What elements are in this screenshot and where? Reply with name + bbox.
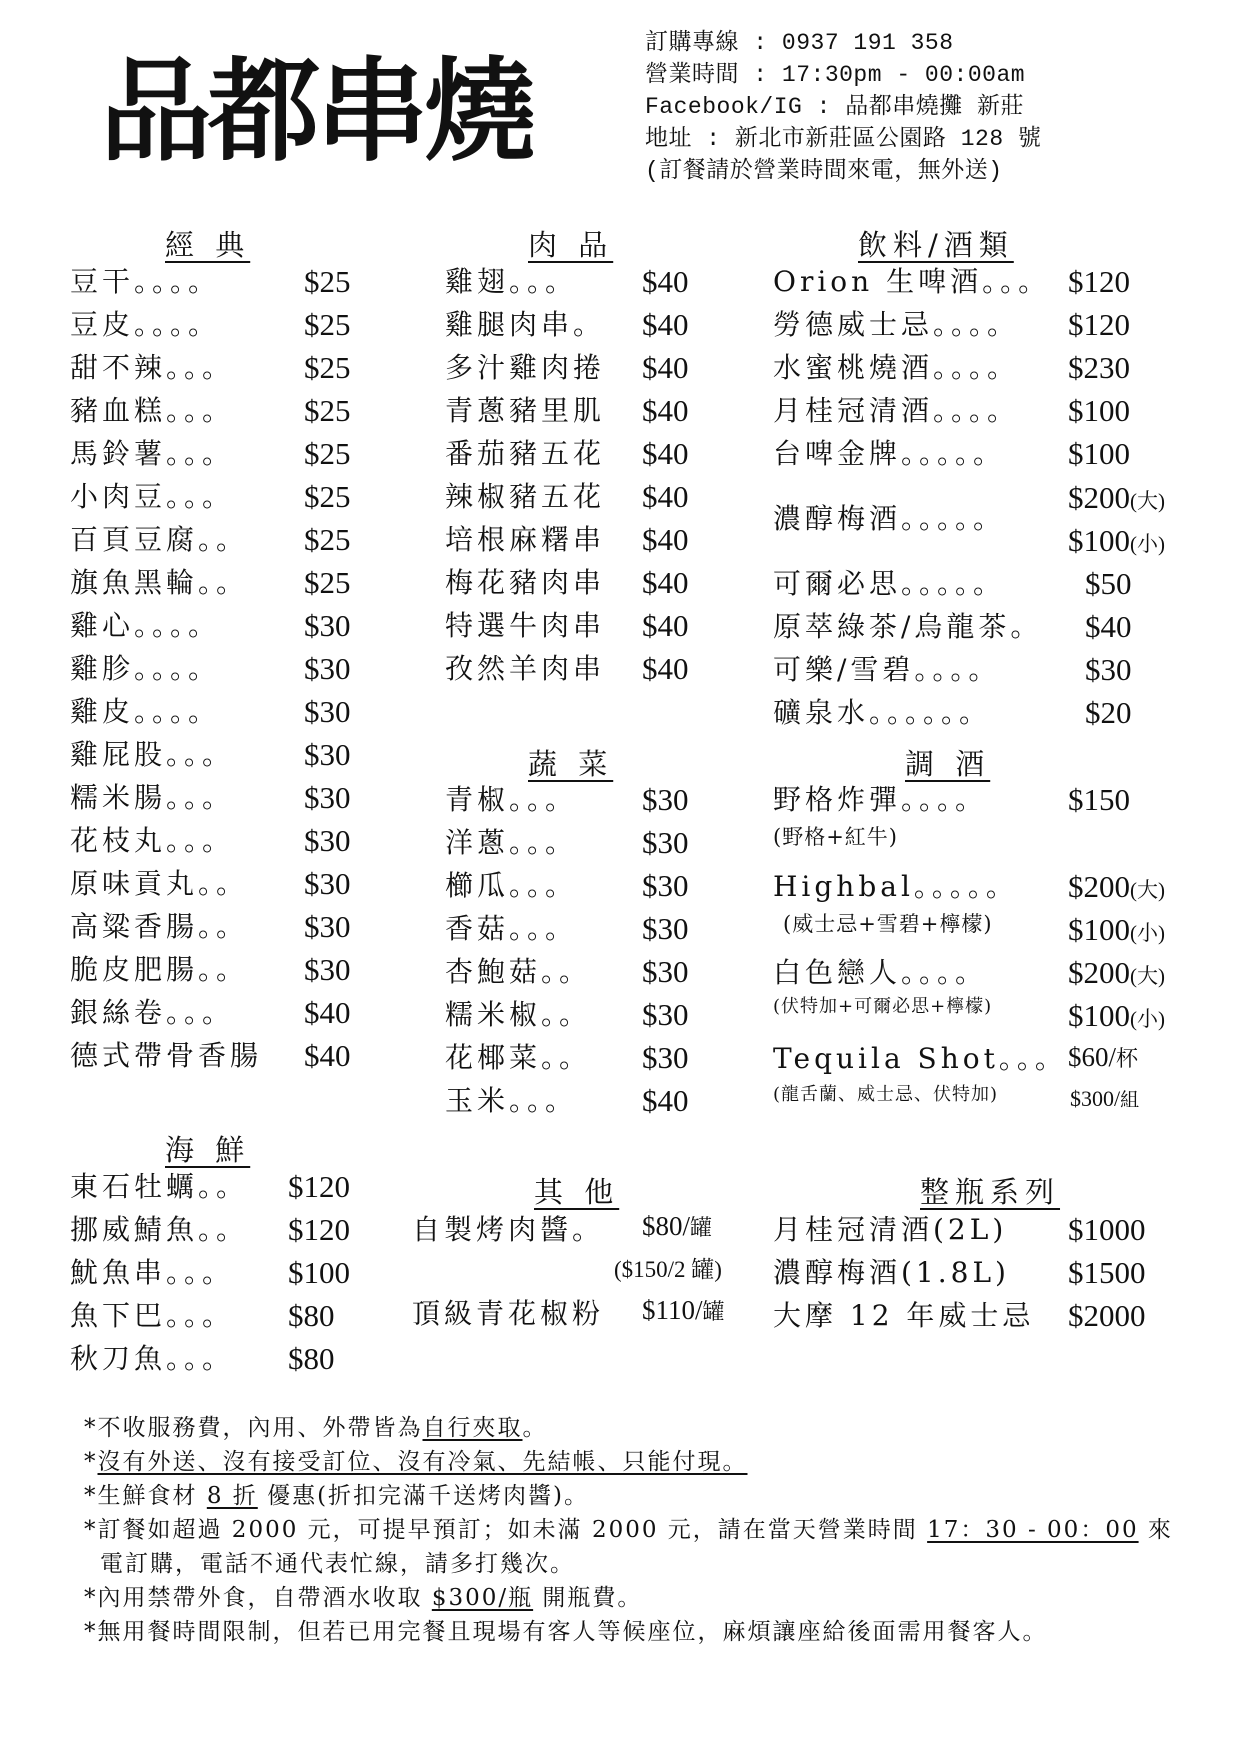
- section-classic: 經 典: [165, 228, 251, 262]
- section-seafood: 海 鮮: [165, 1133, 251, 1167]
- drinks2-item-price: $40: [1085, 609, 1132, 644]
- drinks2-item-name: 原萃綠茶/烏龍茶。: [773, 610, 1043, 643]
- drinks-item-name: 台啤金牌。。。。。: [773, 437, 1006, 470]
- veg-item-name: 玉米。。。: [445, 1084, 578, 1117]
- business-hours: 營業時間 : 17:30pm - 00:00am: [645, 62, 1026, 88]
- classic-item-name: 雞胗。。。。: [70, 652, 221, 685]
- classic-item-name: 德式帶骨香腸: [70, 1039, 263, 1072]
- drinks-item-price: $100: [1068, 436, 1130, 471]
- meat-item-name: 特選牛肉串: [445, 609, 606, 642]
- seafood-item-name: 秋刀魚。。。: [70, 1342, 235, 1375]
- classic-item-price: $30: [304, 952, 351, 987]
- classic-item-name: 花枝丸。。。: [70, 824, 235, 857]
- veg-item-name: 洋蔥。。。: [445, 826, 578, 859]
- section-meat: 肉 品: [528, 228, 614, 262]
- classic-item-price: $30: [304, 780, 351, 815]
- classic-item-name: 原味貢丸。。: [70, 867, 249, 900]
- section-veg: 蔬 菜: [528, 747, 614, 781]
- classic-item-price: $25: [304, 307, 351, 342]
- cocktail-jager-desc: (野格+紅牛): [773, 825, 898, 849]
- seafood-item-name: 東石牡蠣。。: [70, 1170, 249, 1203]
- note-service-fee: *不收服務費，內用、外帶皆為自行夾取。: [84, 1415, 548, 1441]
- classic-item-price: $25: [304, 565, 351, 600]
- drinks2-item-price: $30: [1085, 652, 1132, 687]
- veg-item-name: 青椒。。。: [445, 783, 578, 816]
- meat-item-name: 雞腿肉串。: [445, 308, 606, 341]
- veg-item-price: $30: [642, 1040, 689, 1075]
- classic-item-price: $25: [304, 264, 351, 299]
- drinks2-item-name: 可爾必思。。。。。: [773, 567, 1006, 600]
- classic-item-price: $25: [304, 350, 351, 385]
- meat-item-price: $40: [642, 608, 689, 643]
- classic-item-name: 脆皮肥腸。。: [70, 953, 249, 986]
- drinks-item-name: 水蜜桃燒酒。。。。: [773, 351, 1020, 384]
- other-sauce-price: $80/罐: [642, 1211, 713, 1241]
- cocktail-white-desc: (伏特加+可爾必思+檸檬): [773, 996, 993, 1017]
- meat-item-price: $40: [642, 436, 689, 471]
- veg-item-price: $30: [642, 868, 689, 903]
- cocktail-highball-price-small: $100(小): [1068, 912, 1165, 947]
- drinks2-item-name: 可樂/雪碧。。。。: [773, 653, 1001, 686]
- cocktail-jager-price: $150: [1068, 782, 1130, 817]
- drinks2-item-price: $50: [1085, 566, 1132, 601]
- note-discount: *生鮮食材 8 折 優惠(折扣完滿千送烤肉醬)。: [84, 1483, 590, 1509]
- note-time-limit: *無用餐時間限制，但若已用完餐且現場有客人等候座位，麻煩讓座給後面需用餐客人。: [84, 1619, 1048, 1645]
- seafood-item-price: $80: [288, 1341, 335, 1376]
- drinks-item-price: $120: [1068, 307, 1130, 342]
- classic-item-price: $30: [304, 909, 351, 944]
- drinks-item-price: $230: [1068, 350, 1130, 385]
- order-hotline: 訂購專線 : 0937 191 358: [645, 30, 954, 56]
- classic-item-price: $30: [304, 651, 351, 686]
- classic-item-price: $30: [304, 694, 351, 729]
- seafood-item-price: $80: [288, 1298, 335, 1333]
- classic-item-price: $25: [304, 436, 351, 471]
- classic-item-name: 豆皮。。。。: [70, 308, 221, 341]
- classic-item-name: 甜不辣。。。: [70, 351, 235, 384]
- classic-item-price: $40: [304, 1038, 351, 1073]
- section-other: 其 他: [534, 1175, 620, 1209]
- other-pepper-name: 頂級青花椒粉: [412, 1297, 605, 1330]
- classic-item-price: $30: [304, 823, 351, 858]
- meat-item-name: 番茄豬五花: [445, 437, 606, 470]
- seafood-item-name: 挪威鯖魚。。: [70, 1213, 249, 1246]
- classic-item-name: 旗魚黑輪。。: [70, 566, 249, 599]
- classic-item-price: $40: [304, 995, 351, 1030]
- classic-item-name: 雞心。。。。: [70, 609, 221, 642]
- other-sauce-name: 自製烤肉醬。: [412, 1213, 605, 1246]
- meat-item-price: $40: [642, 565, 689, 600]
- classic-item-name: 小肉豆。。。: [70, 480, 235, 513]
- brand-logo: [100, 30, 570, 220]
- cocktail-jager-name: 野格炸彈。。。。: [773, 783, 988, 816]
- classic-item-name: 高粱香腸。。: [70, 910, 249, 943]
- seafood-item-name: 魷魚串。。。: [70, 1256, 235, 1289]
- drinks2-item-price: $20: [1085, 695, 1132, 730]
- plum-wine-price-large: $200(大): [1068, 480, 1165, 515]
- cocktail-highball-name: Highbal。。。。。: [773, 870, 1018, 903]
- classic-item-price: $30: [304, 737, 351, 772]
- seafood-item-price: $120: [288, 1169, 350, 1204]
- bottle-item-name: 大摩 12 年威士忌: [773, 1299, 1035, 1332]
- plum-wine-name: 濃醇梅酒。。。。。: [773, 502, 1006, 535]
- meat-item-name: 孜然羊肉串: [445, 652, 606, 685]
- drinks-item-name: 月桂冠清酒。。。。: [773, 394, 1020, 427]
- classic-item-price: $25: [304, 522, 351, 557]
- veg-item-name: 杏鮑菇。。: [445, 955, 592, 988]
- section-bottle: 整瓶系列: [920, 1175, 1061, 1209]
- meat-item-name: 辣椒豬五花: [445, 480, 606, 513]
- meat-item-price: $40: [642, 522, 689, 557]
- bottle-item-price: $1500: [1068, 1255, 1146, 1290]
- veg-item-price: $30: [642, 825, 689, 860]
- social-handle: Facebook/IG : 品都串燒攤 新莊: [645, 94, 1025, 120]
- bottle-item-price: $2000: [1068, 1298, 1146, 1333]
- meat-item-price: $40: [642, 393, 689, 428]
- cocktail-tequila-price-set: $300/組: [1070, 1086, 1140, 1111]
- cocktail-tequila-desc: (龍舌蘭、威士忌、伏特加): [773, 1084, 999, 1105]
- drinks2-item-name: 礦泉水。。。。。。: [773, 696, 992, 729]
- meat-item-price: $40: [642, 264, 689, 299]
- bottle-item-name: 濃醇梅酒(1.8L): [773, 1256, 1010, 1289]
- drinks-item-name: 勞德威士忌。。。。: [773, 308, 1020, 341]
- veg-item-price: $30: [642, 954, 689, 989]
- meat-item-name: 青蔥豬里肌: [445, 394, 606, 427]
- meat-item-price: $40: [642, 350, 689, 385]
- cocktail-tequila-name: Tequila Shot。。。: [773, 1042, 1067, 1075]
- other-pepper-price: $110/罐: [642, 1295, 725, 1325]
- meat-item-price: $40: [642, 479, 689, 514]
- classic-item-price: $30: [304, 608, 351, 643]
- drinks-item-price: $120: [1068, 264, 1130, 299]
- meat-item-name: 雞翅。。。: [445, 265, 578, 298]
- note-preorder-cont: 電訂購，電話不通代表忙線，請多打幾次。: [100, 1551, 575, 1577]
- drinks-item-price: $100: [1068, 393, 1130, 428]
- cocktail-tequila-price-glass: $60/杯: [1068, 1042, 1139, 1072]
- seafood-item-name: 魚下巴。。。: [70, 1299, 235, 1332]
- veg-item-price: $30: [642, 782, 689, 817]
- classic-item-name: 馬鈴薯。。。: [70, 437, 235, 470]
- order-note: (訂餐請於營業時間來電，無外送): [645, 158, 1003, 184]
- cocktail-white-price-small: $100(小): [1068, 998, 1165, 1033]
- cocktail-highball-price-large: $200(大): [1068, 869, 1165, 904]
- veg-item-name: 香菇。。。: [445, 912, 578, 945]
- classic-item-name: 雞皮。。。。: [70, 695, 221, 728]
- meat-item-name: 多汁雞肉捲: [445, 351, 606, 384]
- veg-item-name: 花椰菜。。: [445, 1041, 592, 1074]
- cocktail-white-price-large: $200(大): [1068, 955, 1165, 990]
- drinks-item-name: Orion 生啤酒。。。: [773, 265, 1051, 298]
- section-drinks: 飲料/酒類: [858, 228, 1014, 262]
- classic-item-name: 糯米腸。。。: [70, 781, 235, 814]
- meat-item-price: $40: [642, 307, 689, 342]
- veg-item-name: 糯米椒。。: [445, 998, 592, 1031]
- logo-text: 品都串燒: [100, 46, 532, 177]
- veg-item-price: $30: [642, 997, 689, 1032]
- note-preorder: *訂餐如超過 2000 元，可提早預訂；如未滿 2000 元，請在當天營業時間 17：30 - 00：00 來: [84, 1517, 1173, 1543]
- veg-item-price: $30: [642, 911, 689, 946]
- veg-item-name: 櫛瓜。。。: [445, 869, 578, 902]
- note-no-delivery: *沒有外送、沒有接受訂位、沒有冷氣、先結帳、只能付現。: [84, 1449, 748, 1475]
- classic-item-name: 豆干。。。。: [70, 265, 221, 298]
- classic-item-price: $30: [304, 866, 351, 901]
- classic-item-name: 雞屁股。。。: [70, 738, 235, 771]
- cocktail-highball-desc: (威士忌+雪碧+檸檬): [783, 912, 993, 936]
- seafood-item-price: $100: [288, 1255, 350, 1290]
- plum-wine-price-small: $100(小): [1068, 523, 1165, 558]
- bottle-item-name: 月桂冠清酒(2L): [773, 1213, 1008, 1246]
- cocktail-white-name: 白色戀人。。。。: [773, 956, 988, 989]
- section-cocktail: 調 酒: [905, 747, 991, 781]
- seafood-item-price: $120: [288, 1212, 350, 1247]
- classic-item-price: $25: [304, 393, 351, 428]
- address: 地址 : 新北市新莊區公園路 128 號: [645, 126, 1042, 152]
- classic-item-price: $25: [304, 479, 351, 514]
- meat-item-price: $40: [642, 651, 689, 686]
- classic-item-name: 豬血糕。。。: [70, 394, 235, 427]
- other-sauce-price-bulk: ($150/2 罐): [614, 1257, 722, 1282]
- classic-item-name: 銀絲卷。。。: [70, 996, 235, 1029]
- bottle-item-price: $1000: [1068, 1212, 1146, 1247]
- meat-item-name: 梅花豬肉串: [445, 566, 606, 599]
- meat-item-name: 培根麻糬串: [445, 523, 606, 556]
- veg-item-price: $40: [642, 1083, 689, 1118]
- classic-item-name: 百頁豆腐。。: [70, 523, 249, 556]
- note-corkage: *內用禁帶外食，自帶酒水收取 $300/瓶 開瓶費。: [84, 1585, 643, 1611]
